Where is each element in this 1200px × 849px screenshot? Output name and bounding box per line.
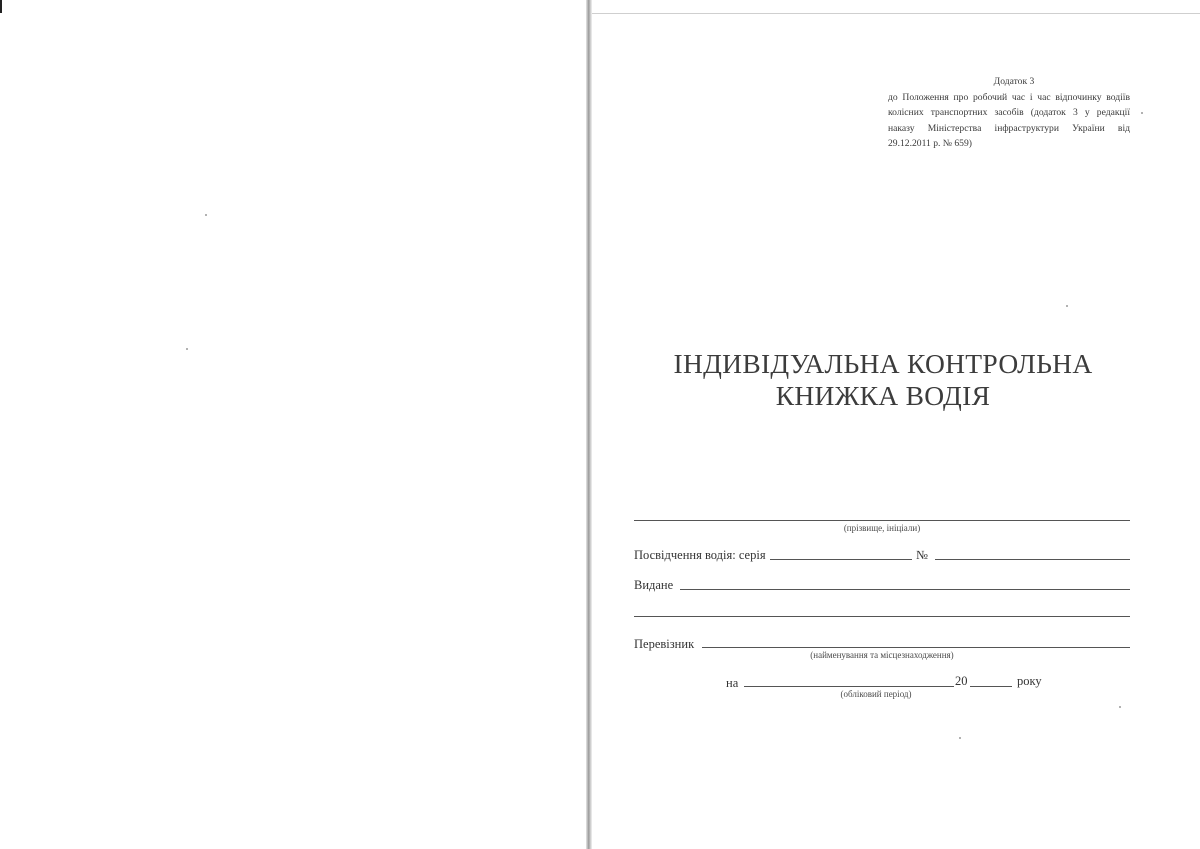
carrier-line[interactable]	[702, 647, 1130, 648]
title-line-2: КНИЖКА ВОДІЯ	[775, 380, 991, 411]
scan-speck	[186, 348, 188, 350]
year-suffix: року	[1017, 674, 1042, 688]
carrier-caption: (найменування та місцезнаходження)	[810, 650, 954, 660]
license-series-line[interactable]	[770, 559, 912, 560]
year-prefix: 20	[955, 674, 968, 688]
scan-speck	[1119, 706, 1121, 708]
license-number-line[interactable]	[935, 559, 1130, 560]
period-line[interactable]	[744, 686, 954, 687]
license-number-label: №	[916, 548, 928, 562]
period-caption: (обліковий період)	[840, 689, 912, 699]
scan-speck	[959, 737, 961, 739]
license-label: Посвідчення водія: серія	[634, 548, 766, 562]
scan-speck	[1066, 305, 1068, 307]
scan-corner-mark	[0, 0, 2, 13]
appendix-body: до Положення про робочий час і час відпочинку водіїв колісних транспортних засобів (додаток 3 у редакції наказу Міністерства інфраструктури України від 29.12.2011 р. № 659)	[888, 91, 1130, 149]
scan-speck	[1141, 112, 1143, 114]
period-prefix: на	[726, 676, 739, 690]
issued-line[interactable]	[680, 589, 1130, 590]
issued-line-2[interactable]	[634, 616, 1130, 617]
page-top-edge	[592, 13, 1200, 14]
issued-label: Видане	[634, 578, 674, 592]
appendix-note	[888, 74, 1130, 152]
year-line[interactable]	[970, 686, 1012, 687]
document-title	[640, 348, 1126, 412]
left-page	[0, 0, 586, 849]
name-field-line[interactable]	[634, 520, 1130, 521]
appendix-title: Додаток 3	[993, 76, 1035, 87]
scan-speck	[205, 214, 207, 216]
name-caption: (прізвище, ініціали)	[843, 523, 921, 533]
carrier-label: Перевізник	[634, 637, 695, 651]
title-line-1: ІНДИВІДУАЛЬНА КОНТРОЛЬНА	[673, 348, 1093, 379]
